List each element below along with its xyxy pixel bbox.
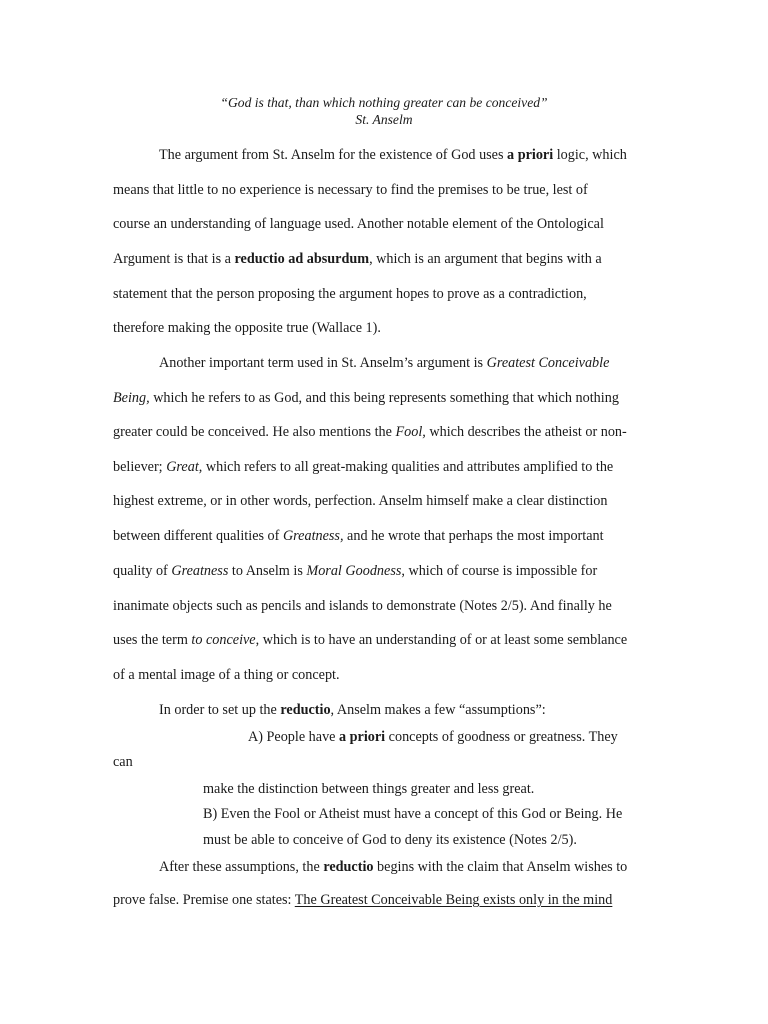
assumption-line <box>203 831 577 849</box>
assumption-line <box>203 805 622 823</box>
body-line <box>113 891 612 909</box>
text-run: , Anselm makes a few “assumptions”: <box>330 702 546 718</box>
text-run: Fool, <box>395 424 426 440</box>
assumption-line <box>248 728 618 746</box>
text-run: believer; <box>113 459 167 475</box>
body-line <box>113 389 619 407</box>
text-run: Being, <box>113 390 150 406</box>
text-run: which describes the atheist or non- <box>425 424 627 440</box>
body-line <box>113 492 607 510</box>
body-line <box>113 181 588 199</box>
epigraph-author: St. Anselm <box>355 112 413 127</box>
text-run: and he wrote that perhaps the most important <box>343 528 604 544</box>
text-run: inanimate objects such as pencils and islands to demonstrate (Notes 2/5). And finally he <box>113 598 612 614</box>
text-run: can <box>113 754 133 770</box>
text-run: logic, which <box>553 147 627 163</box>
body-line <box>159 858 627 876</box>
text-run: between different qualities of <box>113 528 283 544</box>
epigraph-quote: “God is that, than which nothing greater can be conceived” <box>220 95 548 110</box>
text-run: reductio <box>323 859 374 875</box>
text-run: Greatest Conceivable <box>486 355 610 371</box>
text-run: Great, <box>166 459 203 475</box>
text-run: begins with the claim that Anselm wishes to <box>373 859 628 875</box>
text-run: Greatness, <box>282 528 344 544</box>
text-run: therefore making the opposite true (Wallace 1). <box>113 320 381 336</box>
text-run: of a mental image of a thing or concept. <box>113 667 340 683</box>
text-run: A) People have <box>248 729 340 745</box>
body-line <box>113 631 627 649</box>
text-run: statement that the person proposing the argument hopes to prove as a contradiction, <box>113 286 587 302</box>
text-run: which he refers to as God, and this being represents something that which nothing <box>149 390 619 406</box>
text-run: means that little to no experience is necessary to find the premises to be true, lest of <box>113 182 588 198</box>
text-run: The Greatest Conceivable Being exists only in the mind <box>294 892 613 908</box>
body-line <box>159 701 546 719</box>
text-run: , which is to have an understanding of or at least some semblance <box>255 632 628 648</box>
text-run: Argument is that is a <box>113 251 235 267</box>
text-run: After these assumptions, the <box>159 859 324 875</box>
text-run: , which is an argument that begins with a <box>369 251 602 267</box>
body-line <box>113 423 627 441</box>
body-line <box>113 527 604 545</box>
text-run: which refers to all great-making qualities and attributes amplified to the <box>202 459 614 475</box>
body-line <box>113 597 612 615</box>
body-line <box>113 458 613 476</box>
body-line <box>159 354 609 372</box>
text-run: concepts of goodness or greatness. They <box>385 729 618 745</box>
text-run: must be able to conceive of God to deny its existence (Notes 2/5). <box>203 832 577 848</box>
text-run: greater could be conceived. He also mentions the <box>113 424 396 440</box>
text-run: make the distinction between things greater and less great. <box>203 781 535 797</box>
text-run: highest extreme, or in other words, perfection. Anselm himself make a clear distinction <box>113 493 608 509</box>
text-run: to conceive <box>191 632 256 648</box>
assumption-line <box>203 780 534 798</box>
body-line <box>113 285 587 303</box>
text-run: Moral Goodness <box>306 563 402 579</box>
text-run: Another important term used in St. Anselm’s argument is <box>159 355 487 371</box>
text-run: , which of course is impossible for <box>401 563 598 579</box>
body-line <box>113 666 340 684</box>
assumption-line <box>113 753 133 771</box>
text-run: course an understanding of language used. Another notable element of the Ontological <box>113 216 604 232</box>
text-run: Greatness <box>171 563 229 579</box>
text-run: B) Even the Fool or Atheist must have a concept of this God or Being. He <box>203 806 623 822</box>
body-line <box>113 562 597 580</box>
text-run: The argument from St. Anselm for the existence of God uses <box>159 147 508 163</box>
body-line <box>113 215 604 233</box>
text-run: reductio ad absurdum <box>234 251 370 267</box>
text-run: a priori <box>507 147 554 163</box>
text-run: to Anselm is <box>228 563 307 579</box>
text-run: quality of <box>113 563 172 579</box>
text-run: uses the term <box>113 632 192 648</box>
body-line <box>159 146 627 164</box>
text-run: prove false. Premise one states: <box>113 892 295 908</box>
text-run: reductio <box>280 702 331 718</box>
body-line <box>113 250 602 268</box>
body-line <box>113 319 381 337</box>
text-run: a priori <box>339 729 386 745</box>
text-run: In order to set up the <box>159 702 281 718</box>
